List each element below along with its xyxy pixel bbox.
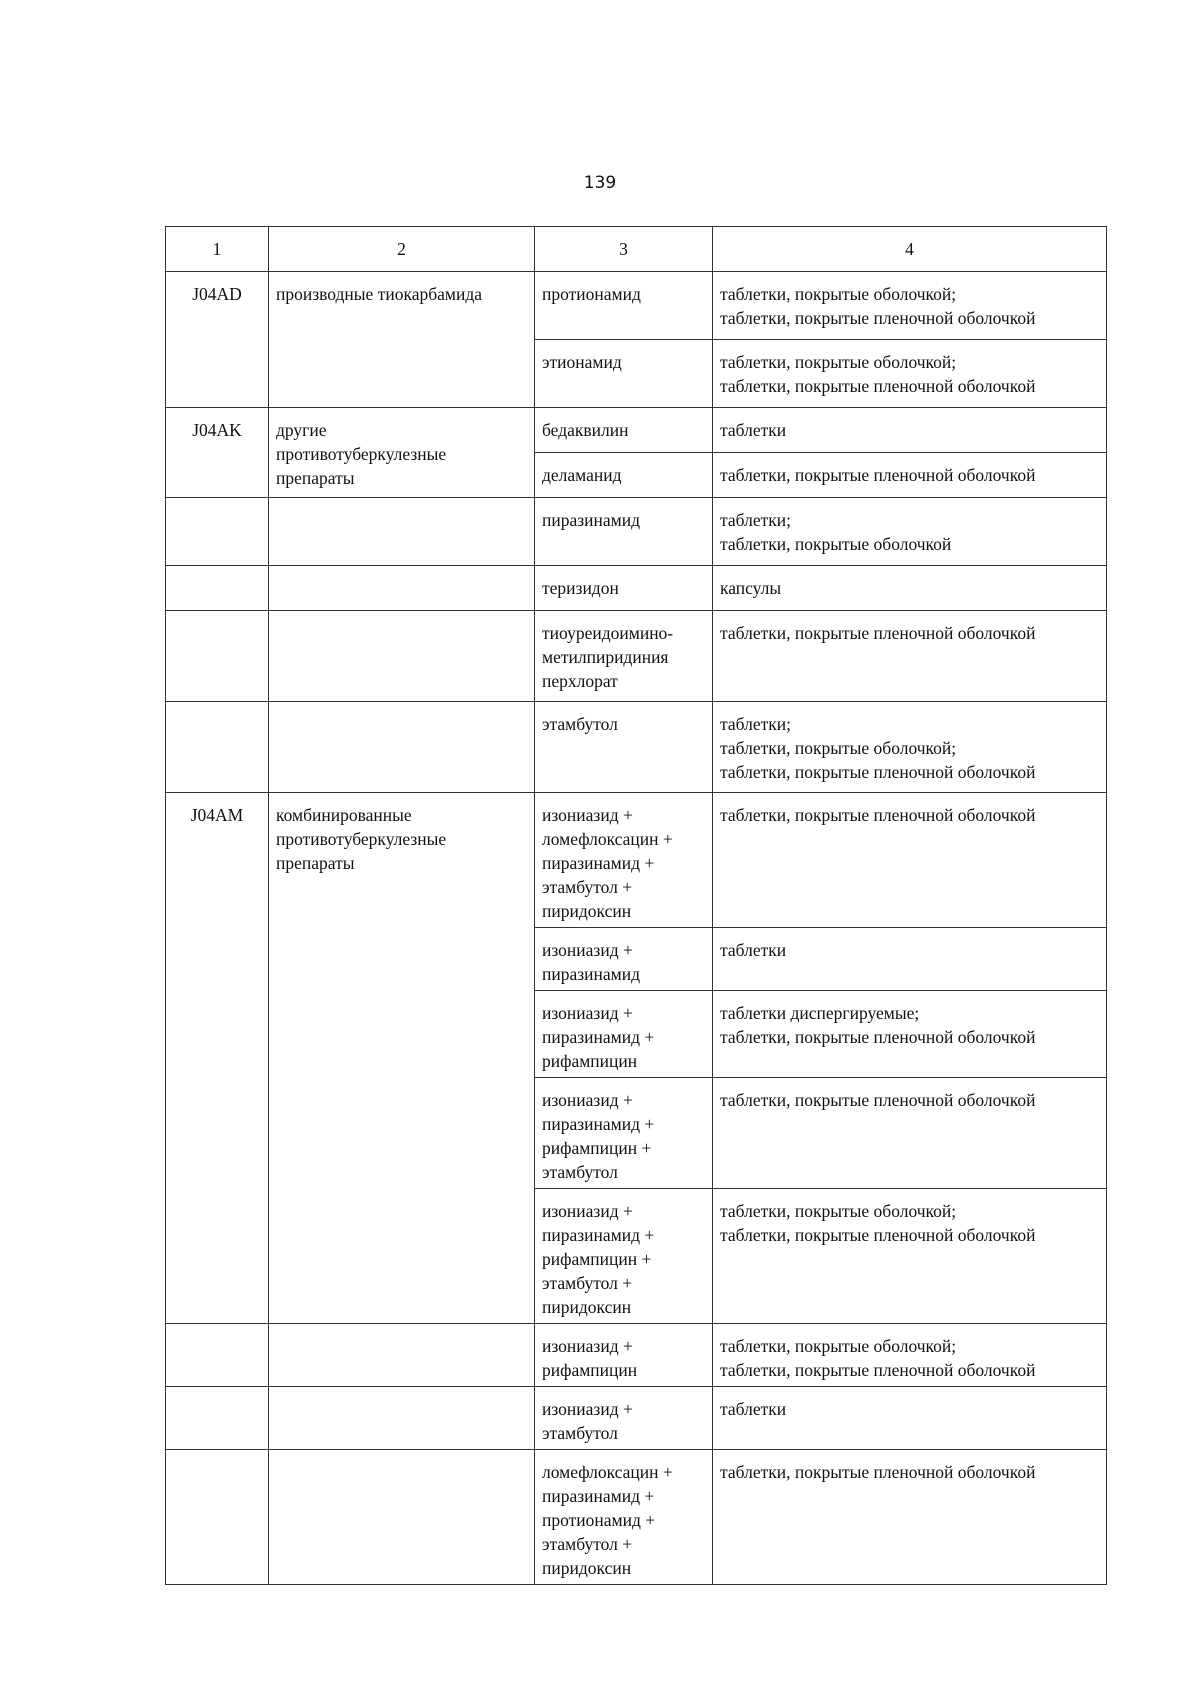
drug-line: пиразинамид +: [542, 1114, 655, 1134]
group-cell: [269, 566, 535, 611]
dosage-form-line: таблетки, покрытые пленочной оболочкой: [720, 1027, 1036, 1047]
group-line: комбинированные: [276, 805, 412, 825]
dosage-form-line: таблетки, покрытые пленочной оболочкой: [720, 376, 1036, 396]
dosage-form-cell: [713, 1324, 1107, 1387]
header-cell-3: 3: [535, 227, 713, 272]
drug-line: пиридоксин: [542, 1297, 632, 1317]
drug-line: изониазид +: [542, 1399, 633, 1419]
drug-line: метилпиридиния: [542, 647, 669, 667]
atc-code-cell: [166, 611, 269, 702]
table-body: [166, 272, 1107, 1585]
dosage-form-cell: [713, 1450, 1107, 1585]
atc-code-cell: J04AK: [166, 408, 269, 498]
group-cell: [269, 1450, 535, 1585]
drug-cell: [535, 1189, 713, 1324]
table-row: [166, 793, 1107, 928]
group-cell: [269, 498, 535, 566]
dosage-form-line: таблетки, покрытые оболочкой;: [720, 1201, 957, 1221]
drug-line: изониазид +: [542, 1003, 633, 1023]
dosage-form-cell: [713, 272, 1107, 340]
dosage-form-cell: [713, 991, 1107, 1078]
drug-cell: [535, 1387, 713, 1450]
atc-code-cell: [166, 566, 269, 611]
dosage-form-cell: [713, 793, 1107, 928]
table-row: [166, 498, 1107, 566]
dosage-form-line: таблетки, покрытые пленочной оболочкой: [720, 1462, 1036, 1482]
table-row: [166, 1387, 1107, 1450]
dosage-form-line: таблетки;: [720, 510, 791, 530]
drug-line: протионамид: [542, 284, 641, 304]
table-row: [166, 408, 1107, 453]
drug-cell: [535, 453, 713, 498]
group-line: противотуберкулезные: [276, 444, 447, 464]
drug-line: изониазид +: [542, 1336, 633, 1356]
drug-cell: [535, 498, 713, 566]
dosage-form-line: таблетки, покрытые оболочкой;: [720, 1336, 957, 1356]
drug-line: пиридоксин: [542, 901, 632, 921]
group-line: препараты: [276, 468, 355, 488]
drug-line: этамбутол +: [542, 1534, 633, 1554]
drug-line: этамбутол: [542, 714, 618, 734]
dosage-form-line: таблетки, покрытые пленочной оболочкой: [720, 623, 1036, 643]
drug-line: теризидон: [542, 578, 619, 598]
dosage-form-cell: [713, 340, 1107, 408]
dosage-form-line: таблетки, покрытые пленочной оболочкой: [720, 1090, 1036, 1110]
drug-line: рифампицин +: [542, 1249, 652, 1269]
drug-line: перхлорат: [542, 671, 618, 691]
table-row: [166, 566, 1107, 611]
dosage-form-line: таблетки, покрытые пленочной оболочкой: [720, 762, 1036, 782]
drug-line: этамбутол: [542, 1423, 618, 1443]
dosage-form-line: таблетки, покрытые пленочной оболочкой: [720, 308, 1036, 328]
dosage-form-cell: [713, 1078, 1107, 1189]
group-line: другие: [276, 420, 327, 440]
drug-line: изониазид +: [542, 940, 633, 960]
drug-line: пиразинамид +: [542, 1225, 655, 1245]
dosage-form-line: таблетки;: [720, 714, 791, 734]
page-number: 139: [583, 173, 617, 193]
header-cell-1: 1: [166, 227, 269, 272]
group-cell: [269, 702, 535, 793]
dosage-form-cell: [713, 566, 1107, 611]
dosage-form-cell: [713, 702, 1107, 793]
header-cell-2: 2: [269, 227, 535, 272]
atc-code-cell: [166, 702, 269, 793]
drug-line: пиразинамид +: [542, 1486, 655, 1506]
table-row: [166, 1450, 1107, 1585]
drug-line: изониазид +: [542, 805, 633, 825]
drug-cell: [535, 340, 713, 408]
group-line: противотуберкулезные: [276, 829, 447, 849]
group-line: препараты: [276, 853, 355, 873]
dosage-form-cell: [713, 408, 1107, 453]
dosage-form-line: таблетки диспергируемые;: [720, 1003, 920, 1023]
dosage-form-cell: [713, 1189, 1107, 1324]
group-cell: [269, 272, 535, 408]
drug-line: протионамид +: [542, 1510, 656, 1530]
group-cell: [269, 408, 535, 498]
dosage-form-cell: [713, 498, 1107, 566]
dosage-form-cell: [713, 611, 1107, 702]
table-header-row: [166, 227, 1107, 272]
dosage-form-line: таблетки, покрытые оболочкой;: [720, 738, 957, 758]
drug-cell: [535, 272, 713, 340]
table-row: [166, 702, 1107, 793]
dosage-form-line: таблетки, покрытые оболочкой: [720, 534, 952, 554]
table-row: [166, 611, 1107, 702]
drug-line: ломефлоксацин +: [542, 1462, 673, 1482]
drug-line: рифампицин: [542, 1051, 638, 1071]
group-cell: [269, 1387, 535, 1450]
dosage-form-line: таблетки, покрытые пленочной оболочкой: [720, 1360, 1036, 1380]
dosage-form-line: таблетки, покрытые пленочной оболочкой: [720, 805, 1036, 825]
drug-table: [165, 226, 1107, 1585]
drug-line: бедаквилин: [542, 420, 629, 440]
atc-code-cell: J04AD: [166, 272, 269, 408]
dosage-form-line: таблетки, покрытые оболочкой;: [720, 284, 957, 304]
drug-cell: [535, 611, 713, 702]
group-line: производные тиокарбамида: [276, 284, 483, 304]
drug-cell: [535, 408, 713, 453]
atc-code-cell: [166, 1324, 269, 1387]
drug-cell: [535, 991, 713, 1078]
drug-line: ломефлоксацин +: [542, 829, 673, 849]
dosage-form-line: капсулы: [720, 578, 782, 598]
drug-line: пиразинамид: [542, 964, 641, 984]
drug-cell: [535, 1324, 713, 1387]
drug-line: пиридоксин: [542, 1558, 632, 1578]
group-cell: [269, 1324, 535, 1387]
table-row: [166, 272, 1107, 340]
drug-line: этамбутол: [542, 1162, 618, 1182]
drug-cell: [535, 566, 713, 611]
drug-line: изониазид +: [542, 1090, 633, 1110]
drug-line: рифампицин: [542, 1360, 638, 1380]
atc-code-cell: J04AM: [166, 793, 269, 1324]
dosage-form-line: таблетки, покрытые пленочной оболочкой: [720, 465, 1036, 485]
dosage-form-line: таблетки: [720, 940, 787, 960]
drug-line: этионамид: [542, 352, 622, 372]
drug-cell: [535, 702, 713, 793]
dosage-form-cell: [713, 453, 1107, 498]
group-cell: [269, 793, 535, 1324]
table-row: [166, 1324, 1107, 1387]
group-cell: [269, 611, 535, 702]
dosage-form-line: таблетки: [720, 420, 787, 440]
drug-line: пиразинамид +: [542, 853, 655, 873]
atc-code-cell: [166, 1450, 269, 1585]
dosage-form-cell: [713, 928, 1107, 991]
drug-line: тиоуреидоимино-: [542, 623, 674, 643]
drug-line: пиразинамид +: [542, 1027, 655, 1047]
drug-line: этамбутол +: [542, 877, 633, 897]
drug-cell: [535, 1078, 713, 1189]
header-cell-4: 4: [713, 227, 1107, 272]
atc-code-cell: [166, 1387, 269, 1450]
dosage-form-cell: [713, 1387, 1107, 1450]
drug-line: пиразинамид: [542, 510, 641, 530]
drug-line: изониазид +: [542, 1201, 633, 1221]
dosage-form-line: таблетки: [720, 1399, 787, 1419]
drug-line: этамбутол +: [542, 1273, 633, 1293]
dosage-form-line: таблетки, покрытые оболочкой;: [720, 352, 957, 372]
drug-cell: [535, 1450, 713, 1585]
atc-code-cell: [166, 498, 269, 566]
drug-cell: [535, 793, 713, 928]
drug-line: рифампицин +: [542, 1138, 652, 1158]
drug-cell: [535, 928, 713, 991]
drug-line: деламанид: [542, 465, 622, 485]
dosage-form-line: таблетки, покрытые пленочной оболочкой: [720, 1225, 1036, 1245]
